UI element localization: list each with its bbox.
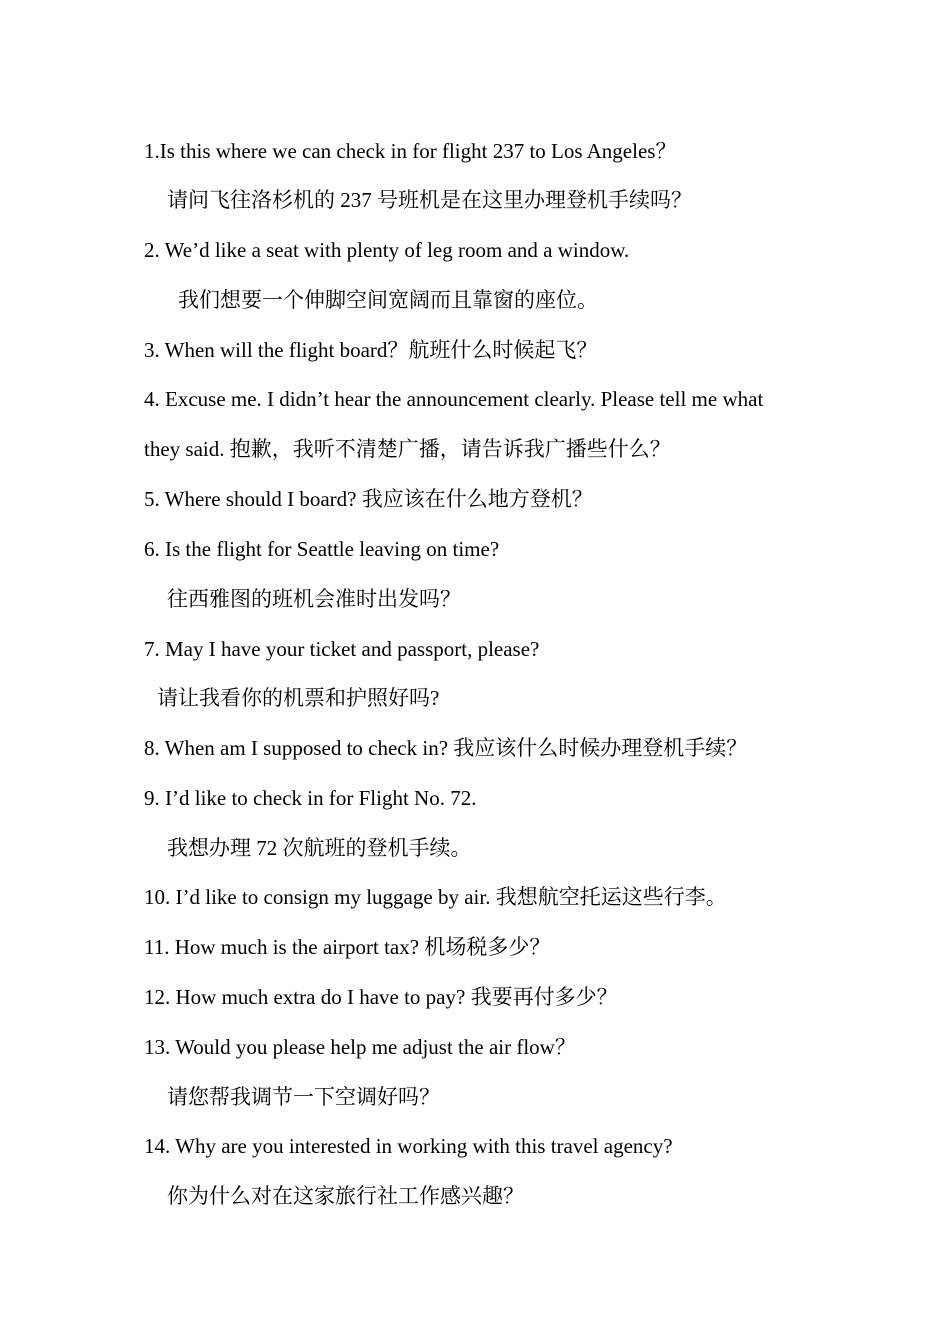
phrase-12: 12. How much extra do I have to pay? 我要再付多少？ (144, 985, 618, 1009)
phrase-11: 11. How much is the airport tax? 机场税多少？ (144, 935, 551, 959)
phrase-9-zh: 我想办理 72 次航班的登机手续。 (167, 836, 472, 860)
phrase-9-en: 9. I’d like to check in for Flight No. 72. (144, 786, 477, 810)
phrase-6-en: 6. Is the flight for Seattle leaving on time? (144, 537, 500, 561)
phrase-2-en: 2. We’d like a seat with plenty of leg room and a window. (144, 238, 630, 262)
phrase-10: 10. I’d like to consign my luggage by air. 我想航空托运这些行李。 (144, 885, 727, 909)
phrase-2-zh: 我们想要一个伸脚空间宽阔而且靠窗的座位。 (178, 288, 598, 312)
phrase-7-zh: 请让我看你的机票和护照好吗? (157, 686, 440, 710)
phrase-6-zh: 往西雅图的班机会准时出发吗？ (167, 587, 461, 611)
phrase-4-continued: they said. 抱歉，我听不清楚广播，请告诉我广播些什么？ (144, 437, 671, 461)
phrase-13-en: 13. Would you please help me adjust the air flow？ (144, 1035, 576, 1059)
phrase-1-en: 1.Is this where we can check in for flight 237 to Los Angeles？ (144, 139, 677, 163)
phrase-5: 5. Where should I board? 我应该在什么地方登机？ (144, 487, 593, 511)
phrase-3: 3. When will the flight board？航班什么时候起飞？ (144, 338, 598, 362)
phrase-7-en: 7. May I have your ticket and passport, please? (144, 637, 540, 661)
phrase-4-en: 4. Excuse me. I didn’t hear the announcement clearly. Please tell me what (144, 387, 764, 411)
phrase-8: 8. When am I supposed to check in? 我应该什么时候办理登机手续？ (144, 736, 748, 760)
phrase-14-zh: 你为什么对在这家旅行社工作感兴趣？ (167, 1184, 524, 1208)
phrase-13-zh: 请您帮我调节一下空调好吗？ (167, 1085, 440, 1109)
phrase-1-zh: 请问飞往洛杉机的 237 号班机是在这里办理登机手续吗？ (167, 188, 692, 212)
phrase-14-en: 14. Why are you interested in working with this travel agency? (144, 1134, 673, 1158)
